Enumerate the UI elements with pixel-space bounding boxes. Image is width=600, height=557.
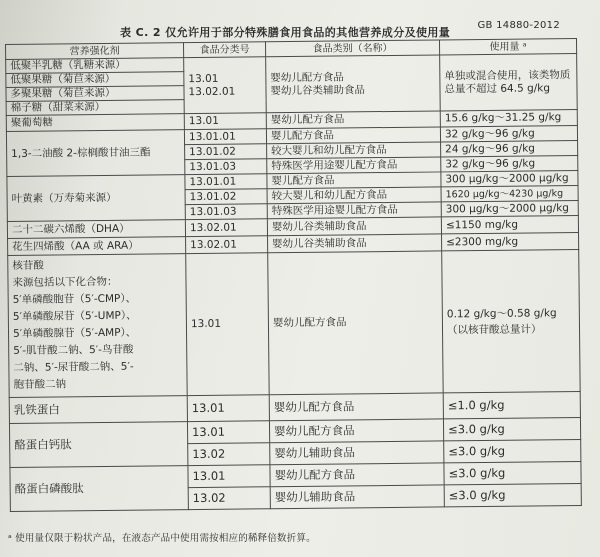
category-cell: 特殊医学用途婴儿配方食品 [267,202,441,219]
code-cell [184,57,267,114]
code-cell: 13.01.02 [185,144,267,160]
category-cell [266,55,441,113]
nutrient-cell: 低聚果糖（菊苣来源） [6,72,184,88]
amount-cell: 32 g/kg～96 g/kg [440,126,577,142]
code-cell: 13.02.01 [185,219,267,237]
amount-cell: 15.6 g/kg～31.25 g/kg [440,110,577,127]
nutrient-line: 胞苷酸二钠 [13,378,67,391]
category-cell: 婴幼儿配方食品 [269,393,443,421]
category-cell: 婴幼儿配方食品 [266,111,440,129]
category-cell: 特殊医学用途婴儿配方食品 [267,157,441,174]
column-header-amount: 使用量 ᵃ [439,39,576,55]
category-cell: 婴儿配方食品 [266,127,440,144]
code-cell: 13.01 [188,465,270,488]
nutrient-line: 5′单磷酸胞苷（5′-CMP）、 [12,292,137,306]
nutrient-line: 来源包括以下化合物： [12,275,118,289]
category-cell: 婴幼儿谷类辅助食品 [268,234,442,253]
amount-cell: ≤3.0 g/kg [444,483,581,506]
code-cell: 13.01 [187,395,269,422]
category-cell: 婴幼儿配方食品 [269,419,443,443]
code-cell: 13.01.01 [185,174,267,190]
nutrient-cell: 1,3-二油酸 2-棕榈酸甘油三酯 [6,130,184,177]
nutrient-table [5,38,582,512]
code-cell: 13.01 [186,253,269,396]
category-value: 婴幼儿谷类辅助食品 [270,83,366,97]
nutrient-line: 5′单磷酸尿苷（5′-UMP）、 [12,309,137,323]
nutrient-cell: 二十二碳六烯酸（DHA） [7,220,185,239]
amount-cell: ≤1150 mg/kg [441,216,578,234]
nutrient-cell [8,254,187,398]
code-cell: 13.01 [187,421,269,444]
amount-cell: 0.12 g/kg～0.58 g/kg（以核苷酸总量计） [442,250,580,393]
standard-code: GB 14880-2012 [477,20,560,31]
amount-cell: ≤2300 mg/kg [442,233,579,251]
category-cell: 婴幼儿配方食品 [268,251,443,395]
category-cell: 婴幼儿辅助食品 [270,485,444,509]
code-cell: 13.01.03 [185,159,267,175]
category-cell: 婴幼儿谷类辅助食品 [267,217,441,236]
nutrient-cell: 乳铁蛋白 [9,396,187,424]
nutrient-cell: 酪蛋白磷酸肽 [10,466,188,512]
amount-cell: 300 μg/kg～2000 μg/kg [441,201,578,217]
category-cell: 较大婴儿和幼儿配方食品 [267,187,441,204]
code-cell: 13.01 [184,113,266,130]
code-cell: 13.01.01 [184,129,266,145]
category-cell: 婴儿配方食品 [267,172,441,189]
column-header-category: 食品类别（名称） [265,40,439,57]
category-value: 婴幼儿配方食品 [270,70,344,84]
code-cell: 13.02 [188,443,270,466]
table-row [8,250,580,398]
column-header-nutrient: 营养强化剂 [6,43,184,60]
amount-cell: 24 g/kg～96 g/kg [441,141,578,157]
nutrient-line: 5′单磷酸腺苷（5′-AMP）、 [12,326,137,340]
nutrient-cell: 多聚果糖（菊苣来源） [6,86,184,102]
amount-cell: 单独或混合使用，该类物质总量不超过 64.5 g/kg [440,54,578,111]
table-title: 表 C. 2 仅允许用于部分特殊膳食用食品的其他营养成分及使用量 [120,26,451,39]
nutrient-line: 核苷酸 [12,259,44,272]
amount-cell: 300 μg/kg～2000 μg/kg [441,171,578,187]
nutrient-line: 二钠、5′-尿苷酸二钠、5′- [13,360,134,374]
category-cell: 婴幼儿配方食品 [270,463,444,487]
amount-cell: ≤3.0 g/kg [444,461,581,484]
nutrient-cell: 棉子糖（甜菜来源） [6,100,184,116]
amount-cell: ≤3.0 g/kg [443,417,580,440]
amount-cell: 32 g/kg～96 g/kg [441,156,578,172]
column-header-code: 食品分类号 [183,42,265,58]
table-footnote: ᵃ 使用量仅限于粉状产品，在液态产品中使用需按相应的稀释倍数折算。 [8,533,316,544]
nutrient-cell: 酪蛋白钙肽 [9,422,187,468]
code-cell: 13.01.02 [185,189,267,205]
code-cell: 13.02 [188,487,270,510]
nutrient-cell: 叶黄素（万寿菊来源） [7,175,185,222]
nutrient-cell: 聚葡萄糖 [6,114,184,132]
nutrient-cell: 低聚半乳糖（乳糖来源） [6,58,184,74]
category-cell: 婴幼儿辅助食品 [270,441,444,465]
code-value: 13.01 [188,72,219,85]
amount-cell: ≤3.0 g/kg [444,439,581,462]
code-cell: 13.01.03 [185,204,267,220]
code-cell: 13.02.01 [186,236,268,254]
amount-cell: ≤1.0 g/kg [443,391,580,418]
amount-cell: 1620 μg/kg～4230 μg/kg [441,186,578,202]
code-value: 13.02.01 [188,85,236,98]
nutrient-line: 5′-肌苷酸二钠、5′-鸟苷酸 [13,343,134,357]
nutrient-cell: 花生四烯酸（AA 或 ARA） [8,237,186,256]
category-cell: 较大婴儿和幼儿配方食品 [267,142,441,159]
